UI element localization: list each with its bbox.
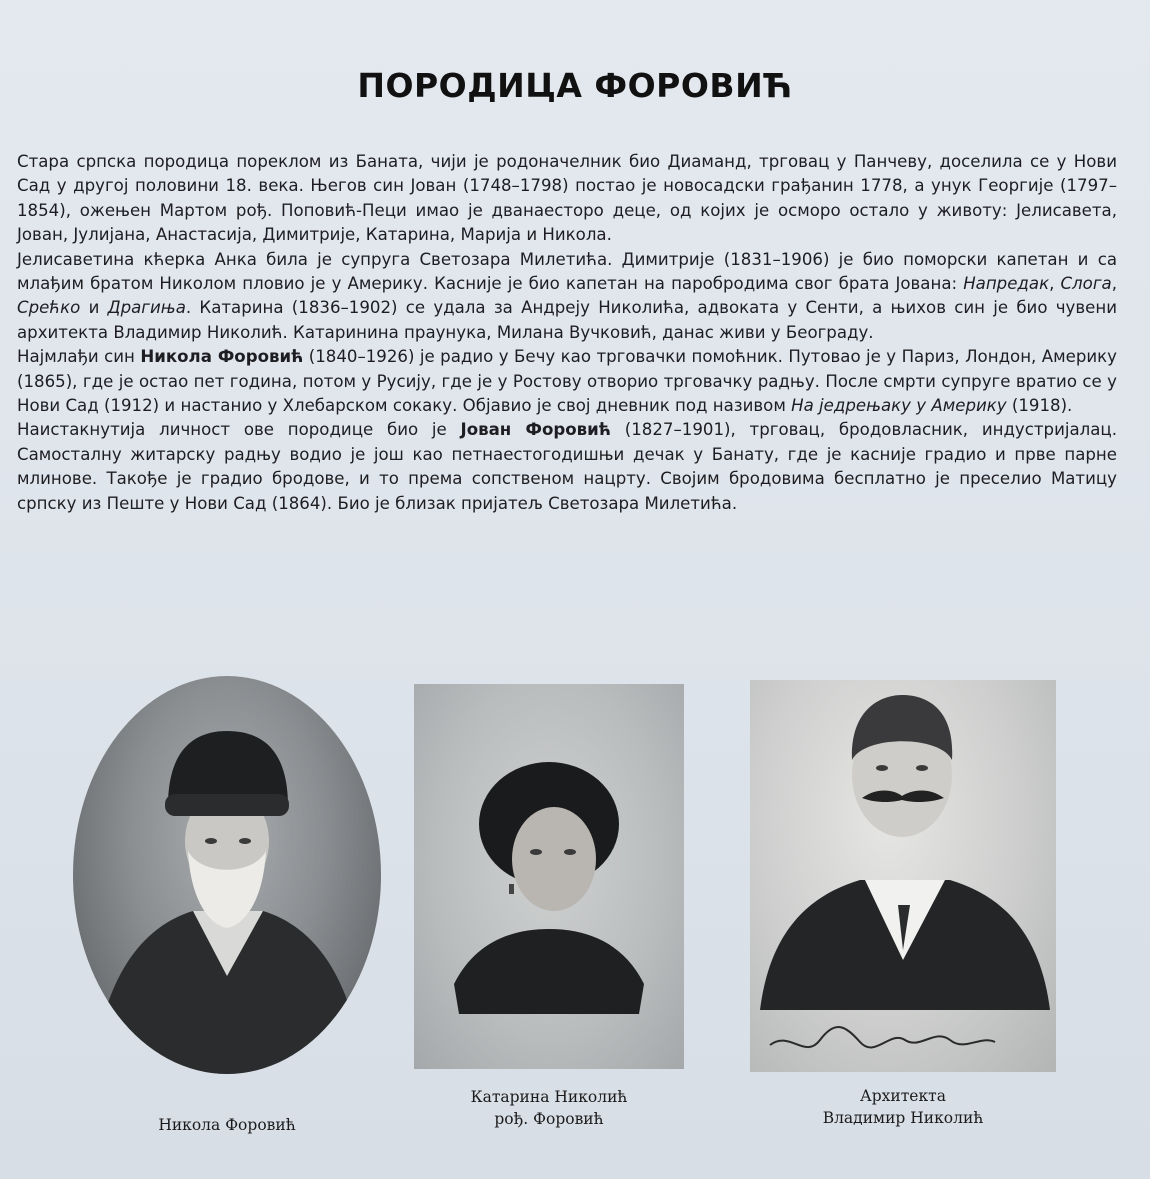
article-body <box>17 150 1117 516</box>
portrait-vladimir-nikolic <box>750 680 1056 1072</box>
ship-name: Срећко <box>17 298 81 318</box>
paragraph-jovan: Наистакнутија личност ове породице био је Јован Форовић (1827–1901), трговац, бродовласник, индустријалац. Самосталну житарску радњу водио је још као петнаестогодишњи дечак у Банату, где је касније градио и прве парне млинове. Такође је градио бродове, и то према сопственом нацрту. Својим бродовима бесплатно је преселио Матицу српску из Пеште у Нови Сад (1864). Био је близак пријатељ Светозара Милетића. <box>17 420 1117 513</box>
ship-name: Слога <box>1060 274 1112 294</box>
caption-nikola: Никола Форовић <box>158 1116 296 1134</box>
portrait-nikola-forovic <box>73 676 381 1074</box>
book-title: На једрењаку у Америку <box>791 396 1007 416</box>
portrait-illustration <box>750 680 1056 1072</box>
paragraph-nikola: Најмлађи син Никола Форовић (1840–1926) је радио у Бечу као трговачки помоћник. Путовао је у Париз, Лондон, Америку (1865), где је остао пет година, потом у Русију, где је у Ростову отворио трговачку радњу. После смрти супруге вратио се у Нови Сад (1912) и настанио у Хлебарском сокаку. Објавио је свој дневник под називом На једрењаку у Америку (1918). <box>17 347 1117 416</box>
paragraph-family-branches: Јелисаветина кћерка Анка била је супруга Светозара Милетића. Димитрије (1831–1906) је био поморски капетан и са млађим братом Николом пловио је у Америку. Касније је био капетан на паробродима свог брата Јована: Напредак, Слога, Срећко и Драгиња. Катарина (1836–1902) се удала за Андреју Николића, адвоката у Сенти, а њихов син је био чувени архитекта Владимир Николић. Катаринина праунука, Милана Вучковић, данас живи у Београду. <box>17 249 1117 342</box>
portrait-katarina-nikolic <box>414 684 684 1069</box>
caption-vladimir: Архитекта Владимир Николић <box>822 1087 984 1127</box>
portrait-illustration <box>73 676 381 1074</box>
paragraph-origins: Стара српска породица пореклом из Баната, чији је родоначелник био Диаманд, трговац у Панчеву, доселила се у Нови Сад у другој половини 18. века. Његов син Јован (1748–1798) постао је новосадски грађанин 1778, а унук Георгије (1797–1854), ожењен Мартом рођ. Поповић-Пеци имао је дванаесторо деце, од којих је осморо остало у животу: Јелисавета, Јован, Јулијана, Анастасија, Димитрије, Катарина, Марија и Никола. <box>17 152 1117 245</box>
ship-name: Драгиња <box>107 298 186 318</box>
caption-katarina: Катарина Николић рођ. Форовић <box>470 1088 628 1128</box>
signature-scribble <box>770 1027 995 1047</box>
person-name: Никола Форовић <box>140 347 304 367</box>
ship-name: Напредак <box>963 274 1050 294</box>
page-title: ПОРОДИЦА ФОРОВИЋ <box>357 66 793 105</box>
portrait-illustration <box>414 684 684 1069</box>
person-name: Јован Форовић <box>460 420 611 440</box>
